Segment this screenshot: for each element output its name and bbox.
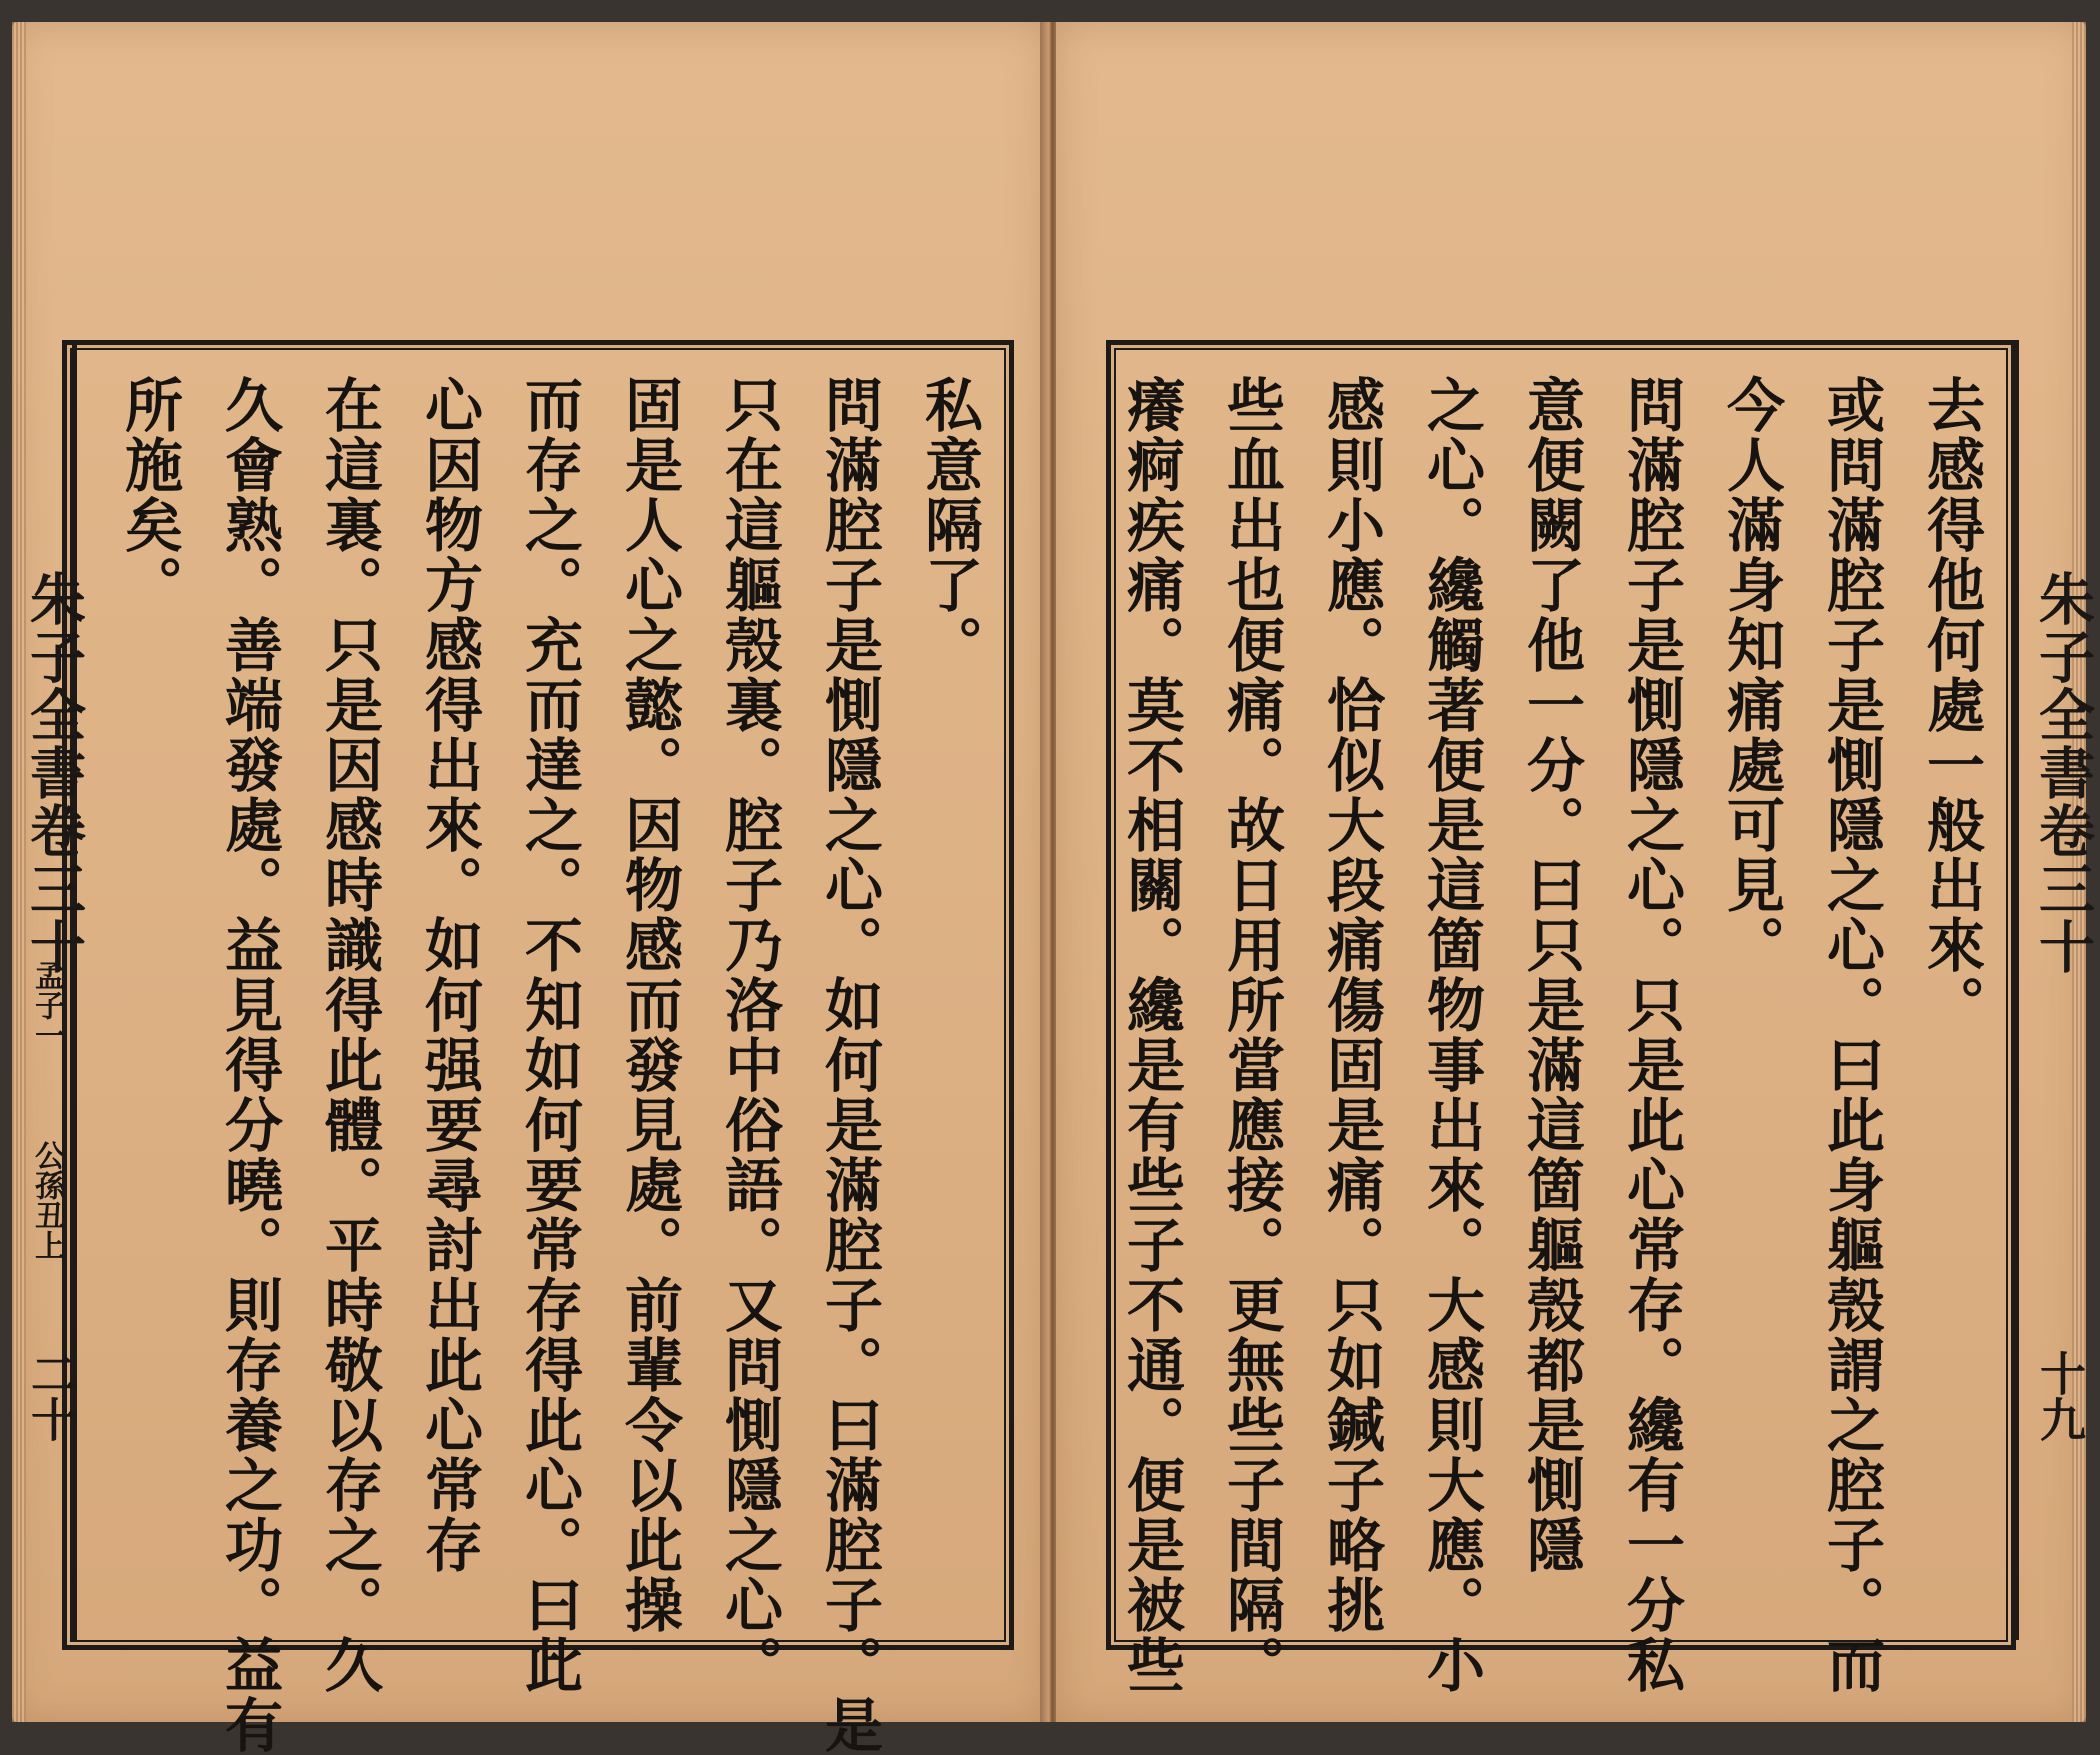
chapter-label: 孟子一 [29, 960, 64, 1050]
text-column: 在這裏。只是因感時識得此體。平時敬以存之。久 [315, 375, 383, 1695]
text-columns-left [67, 345, 1009, 1755]
left-page [12, 22, 1046, 1755]
text-frame-left [62, 340, 1014, 1755]
block-center-strip [2014, 340, 2096, 1640]
text-column: 癢痾疾痛。莫不相關。纔是有些子不通。便是被些 [1117, 375, 1185, 1695]
text-column: 問滿腔子是惻隱之心。只是此心常存。纔有一分私 [1617, 375, 1685, 1695]
text-column: 或問滿腔子是惻隱之心。曰此身軀殼謂之腔子。而 [1817, 375, 1885, 1695]
text-column: 固是人心之懿。因物感而發見處。前輩令以此操 [615, 375, 683, 1635]
text-column: 心因物方感得出來。如何强要尋討出此心常存 [415, 375, 483, 1575]
text-column: 所施矣。 [115, 375, 183, 615]
text-column: 問滿腔子是惻隱之心。如何是滿腔子。曰滿腔子。是 [815, 375, 883, 1755]
text-column: 而存之。充而達之。不知如何要常存得此心。曰此 [515, 375, 583, 1695]
block-center-strip [12, 340, 87, 1640]
section-label: 公孫丑上 [29, 1140, 64, 1260]
text-column: 意便闕了他一分。曰只是滿這箇軀殼都是惻隱 [1517, 375, 1585, 1575]
text-column: 些血出也便痛。故日用所當應接。更無些子間隔。 [1217, 375, 1285, 1695]
text-columns-right [1111, 345, 2011, 1695]
book-title: 朱子全書卷三十 [21, 570, 87, 976]
text-frame-right [1106, 340, 2016, 1695]
text-column: 之心。纔觸著便是這箇物事出來。大感則大應。小 [1417, 375, 1485, 1695]
folio-number: 二十 [24, 1350, 78, 1442]
folio-number: 十九 [2033, 1350, 2087, 1442]
text-column: 去感得他何處一般出來。 [1917, 375, 1985, 1035]
text-column: 感則小應。恰似大段痛傷固是痛。只如鍼子略挑 [1317, 375, 1385, 1635]
text-column: 久會熟。善端發處。益見得分曉。則存養之功。益有 [215, 375, 283, 1755]
text-column: 只在這軀殼裏。腔子乃洛中俗語。又問惻隱之心。 [715, 375, 783, 1695]
right-page [1056, 22, 2096, 1722]
text-column: 私意隔了。 [915, 375, 983, 675]
text-column: 今人滿身知痛處可見。 [1717, 375, 1785, 975]
book-title: 朱子全書卷三十 [2030, 570, 2096, 976]
